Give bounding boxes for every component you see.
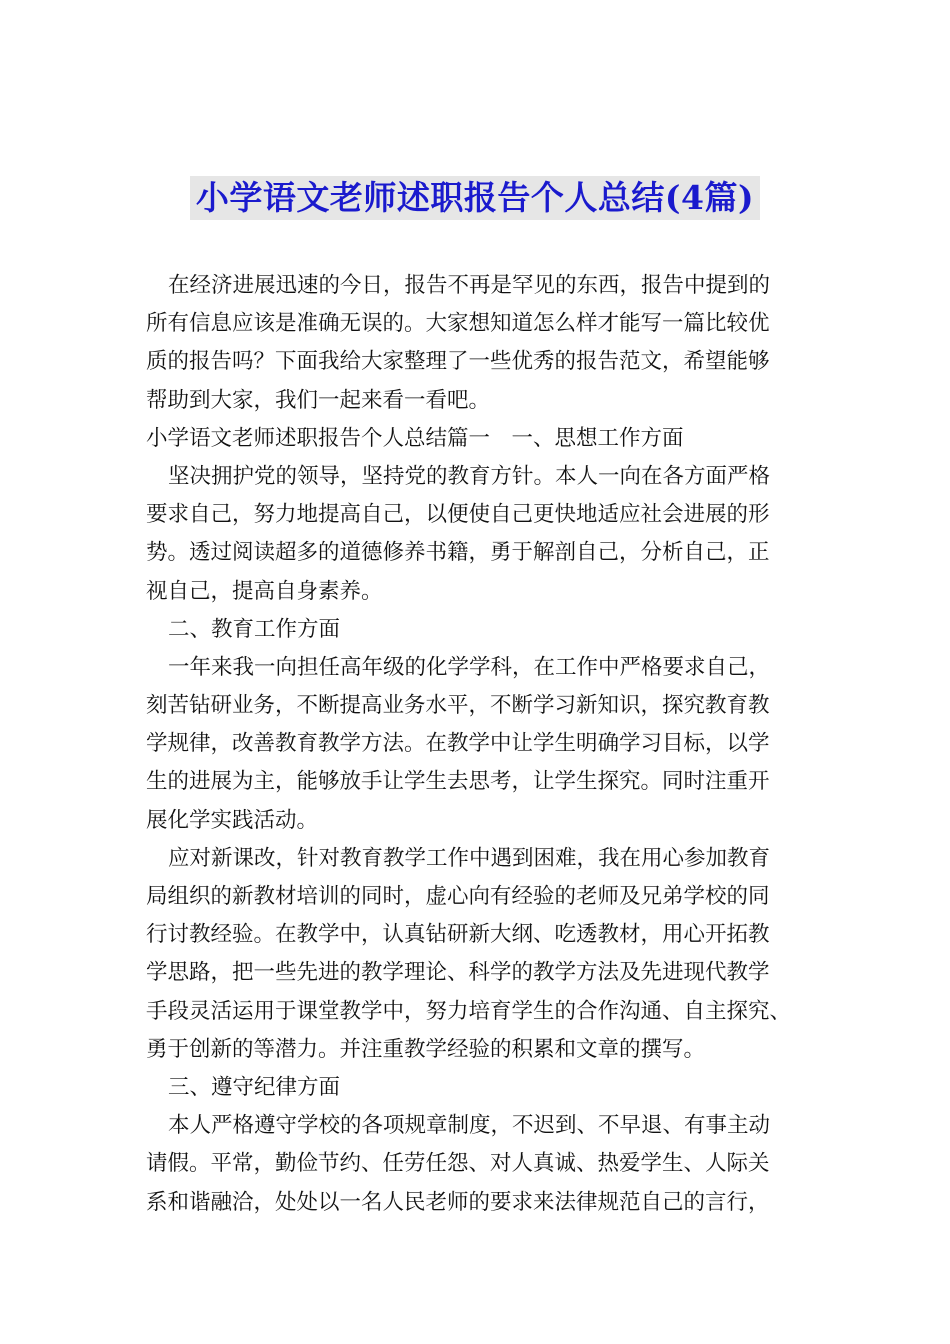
text-line: 视自己，提高自身素养。: [146, 578, 383, 604]
text-line: 势。透过阅读超多的道德修养书籍，勇于解剖自己，分析自己，正: [146, 540, 770, 566]
text-line: 本人严格遵守学校的各项规章制度，不迟到、不早退、有事主动: [168, 1113, 771, 1139]
document-body: [146, 267, 810, 1222]
text-line: 应对新课改，针对教育教学工作中遇到困难，我在用心参加教育: [168, 845, 771, 871]
text-line: 小学语文老师述职报告个人总结篇一 一、思想工作方面: [146, 425, 684, 451]
text-line: 系和谐融洽，处处以一名人民老师的要求来法律规范自己的言行，: [146, 1189, 770, 1215]
text-line: 行讨教经验。在教学中，认真钻研新大纲、吃透教材，用心开拓教: [146, 922, 770, 948]
text-line: 生的进展为主，能够放手让学生去思考，让学生探究。同时注重开: [146, 769, 770, 795]
text-line: 局组织的新教材培训的同时，虚心向有经验的老师及兄弟学校的同: [146, 884, 770, 909]
text-line: 所有信息应该是准确无误的。大家想知道怎么样才能写一篇比较优: [146, 311, 770, 337]
document-title: 小学语文老师述职报告个人总结(4篇): [190, 176, 760, 220]
text-line: 二、教育工作方面: [168, 616, 341, 642]
text-line: 要求自己，努力地提高自己，以便使自己更快地适应社会进展的形: [146, 502, 770, 528]
text-line: 勇于创新的等潜力。并注重教学经验的积累和文章的撰写。: [146, 1036, 706, 1062]
text-line: 在经济进展迅速的今日，报告不再是罕见的东西，报告中提到的: [168, 273, 771, 298]
text-line: 展化学实践活动。: [146, 807, 319, 833]
text-line: 坚决拥护党的领导，坚持党的教育方针。本人一向在各方面严格: [168, 463, 771, 489]
text-line: 学思路，把一些先进的教学理论、科学的教学方法及先进现代教学: [146, 960, 770, 986]
text-line: 请假。平常，勤俭节约、任劳任怨、对人真诚、热爱学生、人际关: [146, 1151, 770, 1177]
text-line: 三、遵守纪律方面: [168, 1074, 341, 1100]
text-line: 质的报告吗？下面我给大家整理了一些优秀的报告范文，希望能够: [146, 349, 770, 375]
text-line: 手段灵活运用于课堂教学中，努力培育学生的合作沟通、自主探究、: [146, 998, 792, 1024]
text-line: 学规律，改善教育教学方法。在教学中让学生明确学习目标，以学: [146, 731, 770, 757]
text-line: 帮助到大家，我们一起来看一看吧。: [146, 387, 491, 413]
title-block: [0, 176, 950, 220]
text-line: 一年来我一向担任高年级的化学学科，在工作中严格要求自己，: [168, 654, 771, 680]
text-line: 刻苦钻研业务，不断提高业务水平，不断学习新知识，探究教育教: [146, 693, 770, 719]
